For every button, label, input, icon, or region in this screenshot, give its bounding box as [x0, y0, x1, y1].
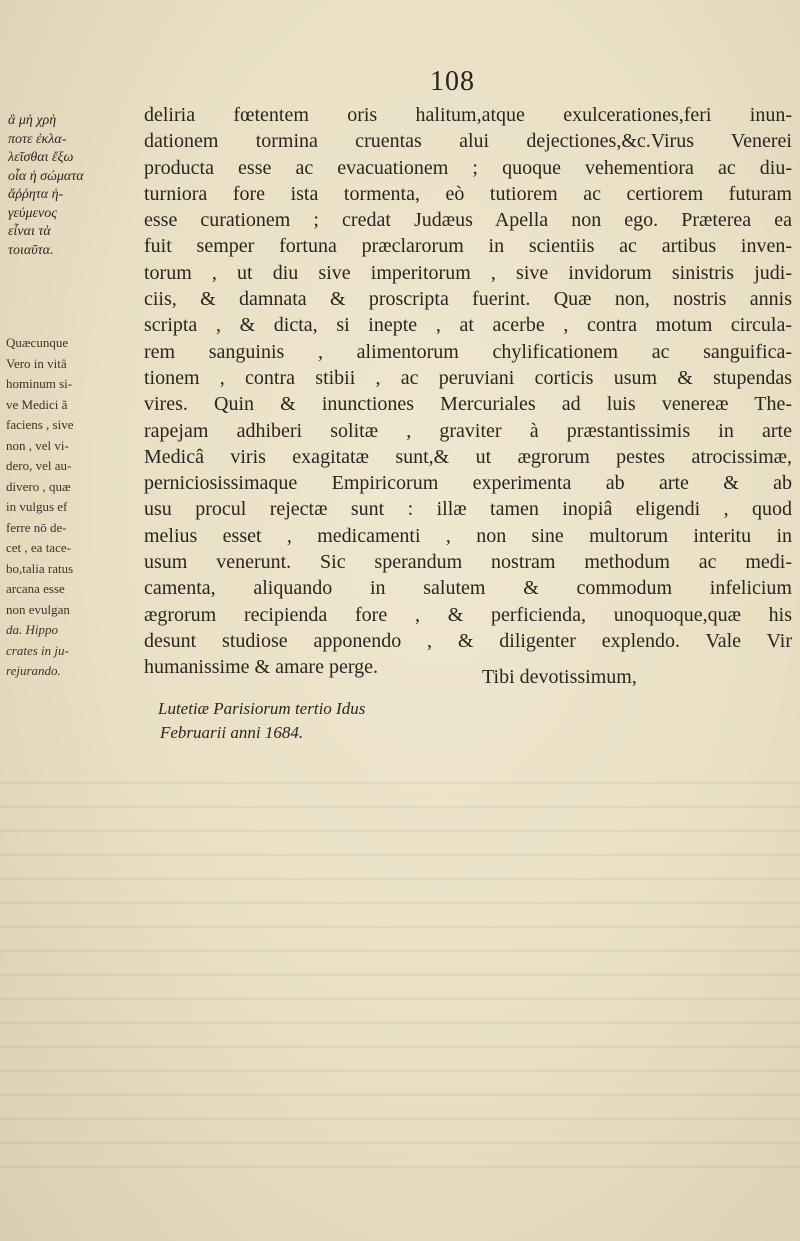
- text-line: producta esse ac evacuationem ; quoque vehementiora ac diu-: [144, 156, 792, 179]
- margin-line: dero, vel au-: [6, 458, 72, 473]
- margin-line: γεύμενος: [8, 205, 57, 221]
- text-line: fuit semper fortuna præclarorum in scientiis ac artibus inven-: [144, 235, 792, 258]
- margin-line: ἃ μὴ χρὴ: [8, 113, 57, 128]
- text-line: torum , ut diu sive imperitorum , sive invidorum sinistris judi-: [144, 261, 792, 284]
- text-line: scripta , & dicta, si inepte , at acerbe , contra motum circula-: [144, 314, 792, 337]
- text-line: melius esset , medicamenti , non sine multorum interitu in: [144, 524, 792, 547]
- margin-line: οἷα ἡ σώματα: [8, 168, 84, 184]
- margin-line: ποτε ἐκλα-: [8, 131, 67, 147]
- margin-line: cet , ea tace-: [6, 540, 71, 555]
- text-line: rem sanguinis , alimentorum chylificationem ac sanguifica-: [144, 340, 792, 363]
- text-line: dationem tormina cruentas alui dejectiones,&c.Virus Venerei: [144, 130, 792, 153]
- text-line: ciis, & damnata & proscripta fuerint. Quæ non, nostris annis: [144, 288, 792, 311]
- margin-line: non evulgan: [6, 601, 70, 617]
- dateline: [158, 697, 365, 745]
- text-line: deliria fœtentem oris halitum,atque exulcerationes,feri inun-: [144, 104, 792, 126]
- dateline-line: Februarii anni 1684.: [160, 723, 304, 742]
- dateline-line: Lutetiæ Parisiorum tertio Idus: [158, 699, 366, 718]
- margin-line: τοιαῦτα.: [8, 242, 54, 258]
- text-line: turniora fore ista tormenta, eò tutiorem ac certiorem futuram: [144, 182, 792, 205]
- margin-line: λεῖσθαι ἔξω: [8, 150, 74, 165]
- text-line: rapejam adhiberi solitæ , graviter à præstantissimis in arte: [144, 419, 792, 442]
- margin-line: εἶναι τὰ: [8, 224, 51, 239]
- margin-line: arcana esse: [6, 581, 65, 596]
- text-line: tionem , contra stibii , ac peruviani corticis usum & stupendas: [144, 366, 792, 389]
- margin-line: hominum si-: [6, 376, 73, 391]
- margin-line: Vero in vitâ: [6, 355, 67, 371]
- text-line: vires. Quin & inunctiones Mercuriales ad luis venereæ The-: [144, 393, 792, 416]
- margin-line: Quæcunque: [6, 335, 69, 350]
- text-line: desunt studiose apponendo , & diligenter explendo. Vale Vir: [144, 629, 792, 652]
- margin-line: in vulgus ef: [6, 499, 68, 514]
- margin-line: non , vel vi-: [6, 437, 69, 453]
- text-line: usum venerunt. Sic sperandum nostram methodum ac medi-: [144, 551, 792, 574]
- main-text-block: [144, 102, 792, 681]
- margin-line: rejurando.: [6, 663, 61, 678]
- margin-greek-quote: [8, 112, 144, 260]
- text-line: perniciosissimaque Empiricorum experimenta ab arte & ab: [144, 472, 792, 495]
- page-number: 108: [430, 66, 475, 97]
- text-line: Medicâ viris exagitatæ sunt,& ut ægrorum pestes atrocissimæ,: [144, 445, 792, 468]
- margin-line: faciens , sive: [6, 417, 74, 432]
- show-through: [0, 760, 800, 1180]
- margin-line: divero , quæ: [6, 478, 71, 494]
- margin-line: bo,talia ratus: [6, 560, 74, 576]
- text-line: ægrorum recipienda fore , & perficienda, unoquoque,quæ his: [144, 603, 792, 626]
- margin-line: ἄῤῥητα ἡ-: [8, 187, 64, 202]
- text-line: esse curationem ; credat Judæus Apella non ego. Præterea ea: [144, 209, 792, 232]
- margin-line: crates in ju-: [6, 642, 69, 658]
- text-line: usu procul rejectæ sunt : illæ tamen inopiâ eligendi , quod: [144, 498, 792, 521]
- text-line: humanissime & amare perge.: [144, 656, 379, 679]
- margin-line: da. Hippo: [6, 622, 58, 637]
- margin-line: ve Medici ã: [6, 396, 68, 412]
- margin-line: ferre nō de-: [6, 519, 67, 535]
- text-line: camenta, aliquando in salutem & commodum infelicium: [144, 577, 792, 600]
- margin-latin-note: [6, 333, 138, 682]
- closing-salutation: Tibi devotissimum,: [482, 666, 637, 688]
